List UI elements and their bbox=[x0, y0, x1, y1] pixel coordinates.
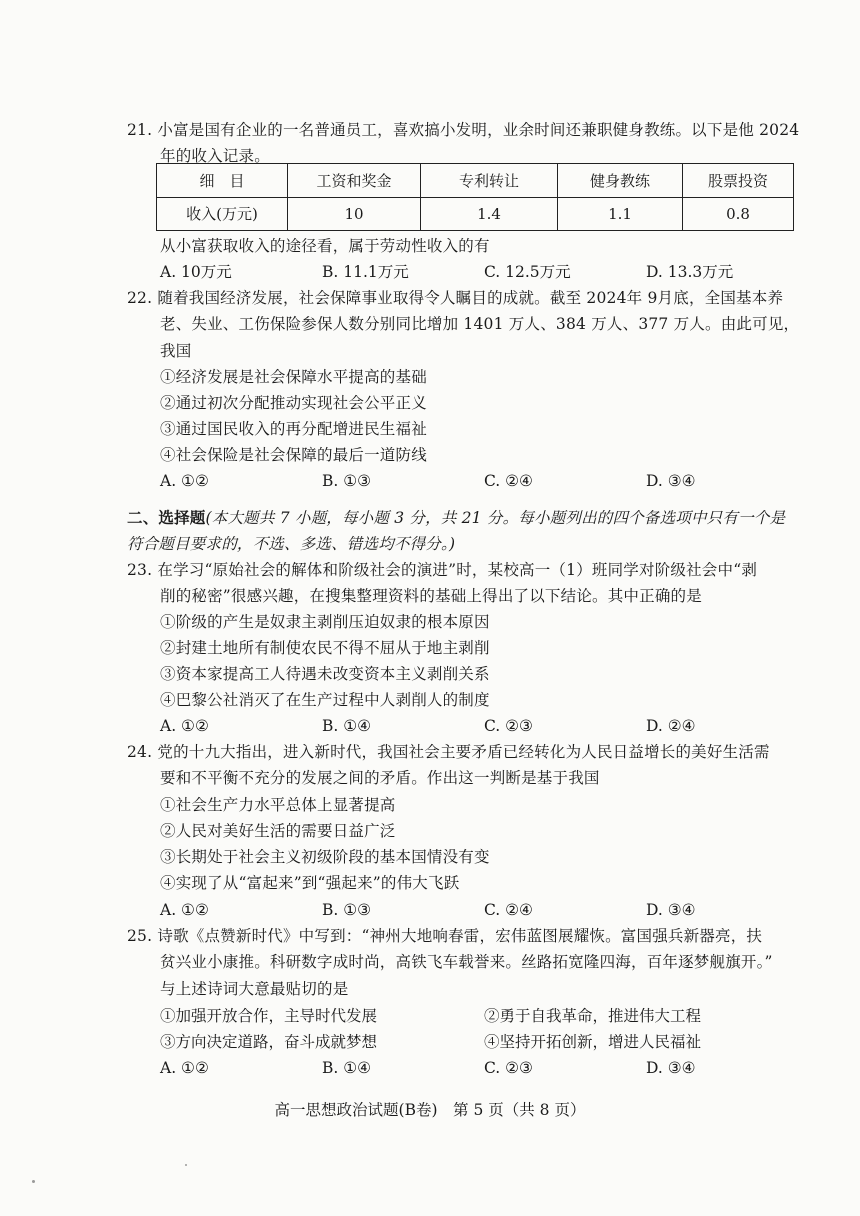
q24-option-d: D. ③④ bbox=[646, 901, 696, 919]
q22-item-1: ①经济发展是社会保障水平提高的基础 bbox=[160, 368, 427, 386]
q21-option-d: D. 13.3万元 bbox=[646, 263, 734, 281]
q25-option-d: D. ③④ bbox=[646, 1059, 696, 1077]
scan-speck bbox=[185, 1164, 187, 1166]
q23-option-a: A. ①② bbox=[160, 717, 209, 735]
q21-option-b: B. 11.1万元 bbox=[322, 263, 409, 281]
q22-line1: 22. 随着我国经济发展，社会保障事业取得令人瞩目的成就。截至 2024年 9月底，全国基本养 bbox=[127, 289, 784, 307]
q22-item-4: ④社会保险是社会保障的最后一道防线 bbox=[160, 446, 427, 464]
q22-line3: 我国 bbox=[160, 342, 192, 360]
q23-option-d: D. ②④ bbox=[646, 717, 696, 735]
q21-line1: 21. 小富是国有企业的一名普通员工，喜欢搞小发明，业余时间还兼职健身教练。以下是他 2024 bbox=[127, 121, 800, 139]
q23-line1: 23. 在学习“原始社会的解体和阶级社会的演进”时，某校高一（1）班同学对阶级社会中“剥 bbox=[127, 561, 758, 579]
q25-line2: 贫兴业小康推。科研数字成时尚，高铁飞车载誉来。丝路拓宽隆四海，百年逐梦舰旗开。” bbox=[160, 953, 773, 971]
q24-option-c: C. ②④ bbox=[484, 901, 533, 919]
q25-item-2: ②勇于自我革命，推进伟大工程 bbox=[484, 1007, 702, 1025]
q23-line2: 削的秘密”很感兴趣，在搜集整理资料的基础上得出了以下结论。其中正确的是 bbox=[160, 587, 702, 605]
income-table bbox=[156, 163, 794, 231]
q22-line2: 老、失业、工伤保险参保人数分别同比增加 1401 万人、384 万人、377 万人。由此可见， bbox=[160, 315, 800, 333]
q21-stem: 从小富获取收入的途径看，属于劳动性收入的有 bbox=[160, 237, 490, 255]
q23-item-4: ④巴黎公社消灭了在生产过程中人剥削人的制度 bbox=[160, 691, 490, 709]
q22-option-b: B. ①③ bbox=[322, 472, 372, 490]
table-header-cell: 股票投资 bbox=[683, 164, 794, 198]
q21-option-a: A. 10万元 bbox=[160, 263, 232, 281]
q24-option-a: A. ①② bbox=[160, 901, 209, 919]
q25-item-4: ④坚持开拓创新，增进人民福祉 bbox=[484, 1033, 702, 1051]
section-2-heading bbox=[127, 508, 785, 528]
q24-item-2: ②人民对美好生活的需要日益广泛 bbox=[160, 822, 396, 840]
q25-line1: 25. 诗歌《点赞新时代》中写到：“神州大地响春雷，宏伟蓝图展耀恢。富国强兵新器亮，扶 bbox=[127, 927, 763, 945]
table-header-cell: 工资和奖金 bbox=[288, 164, 421, 198]
table-row bbox=[157, 197, 794, 231]
q24-line2: 要和不平衡不充分的发展之间的矛盾。作出这一判断是基于我国 bbox=[160, 769, 600, 787]
section-2-note-line2: 符合题目要求的，不选、多选、错选均不得分。) bbox=[127, 535, 456, 553]
table-cell: 收入(万元) bbox=[157, 197, 288, 231]
section-2-title: 二、选择题 bbox=[127, 508, 206, 527]
q23-item-2: ②封建土地所有制使农民不得不屈从于地主剥削 bbox=[160, 639, 490, 657]
scan-speck bbox=[32, 1180, 35, 1183]
q24-option-b: B. ①③ bbox=[322, 901, 372, 919]
q22-option-c: C. ②④ bbox=[484, 472, 533, 490]
q24-line1: 24. 党的十九大指出，进入新时代，我国社会主要矛盾已经转化为人民日益增长的美好生活需 bbox=[127, 743, 770, 761]
table-header-cell: 专利转让 bbox=[421, 164, 558, 198]
q25-line3: 与上述诗词大意最贴切的是 bbox=[160, 980, 349, 998]
q21-line2: 年的收入记录。 bbox=[160, 147, 270, 165]
table-header-cell: 细 目 bbox=[157, 164, 288, 198]
table-cell: 1.1 bbox=[558, 197, 683, 231]
q25-option-a: A. ①② bbox=[160, 1059, 209, 1077]
q24-item-3: ③长期处于社会主义初级阶段的基本国情没有变 bbox=[160, 848, 490, 866]
q22-item-2: ②通过初次分配推动实现社会公平正义 bbox=[160, 394, 427, 412]
q25-item-3: ③方向决定道路，奋斗成就梦想 bbox=[160, 1033, 378, 1051]
q25-item-1: ①加强开放合作，主导时代发展 bbox=[160, 1007, 378, 1025]
q24-item-1: ①社会生产力水平总体上显著提高 bbox=[160, 796, 396, 814]
q23-option-c: C. ②③ bbox=[484, 717, 533, 735]
q22-option-a: A. ①② bbox=[160, 472, 209, 490]
table-cell: 1.4 bbox=[421, 197, 558, 231]
q21-option-c: C. 12.5万元 bbox=[484, 263, 571, 281]
section-2-note: (本大题共 7 小题，每小题 3 分，共 21 分。每小题列出的四个备选项中只有一个是 bbox=[205, 509, 786, 527]
table-header-row bbox=[157, 164, 794, 198]
q22-option-d: D. ③④ bbox=[646, 472, 696, 490]
q23-item-1: ①阶级的产生是奴隶主剥削压迫奴隶的根本原因 bbox=[160, 613, 490, 631]
q23-item-3: ③资本家提高工人待遇未改变资本主义剥削关系 bbox=[160, 665, 490, 683]
q23-option-b: B. ①④ bbox=[322, 717, 372, 735]
table-header-cell: 健身教练 bbox=[558, 164, 683, 198]
table-cell: 10 bbox=[288, 197, 421, 231]
table-cell: 0.8 bbox=[683, 197, 794, 231]
q22-item-3: ③通过国民收入的再分配增进民生福祉 bbox=[160, 420, 427, 438]
q24-item-4: ④实现了从“富起来”到“强起来”的伟大飞跃 bbox=[160, 874, 460, 892]
q25-option-c: C. ②③ bbox=[484, 1059, 533, 1077]
q25-option-b: B. ①④ bbox=[322, 1059, 372, 1077]
page-footer: 高一思想政治试题(B卷) 第 5 页（共 8 页） bbox=[274, 1101, 586, 1119]
